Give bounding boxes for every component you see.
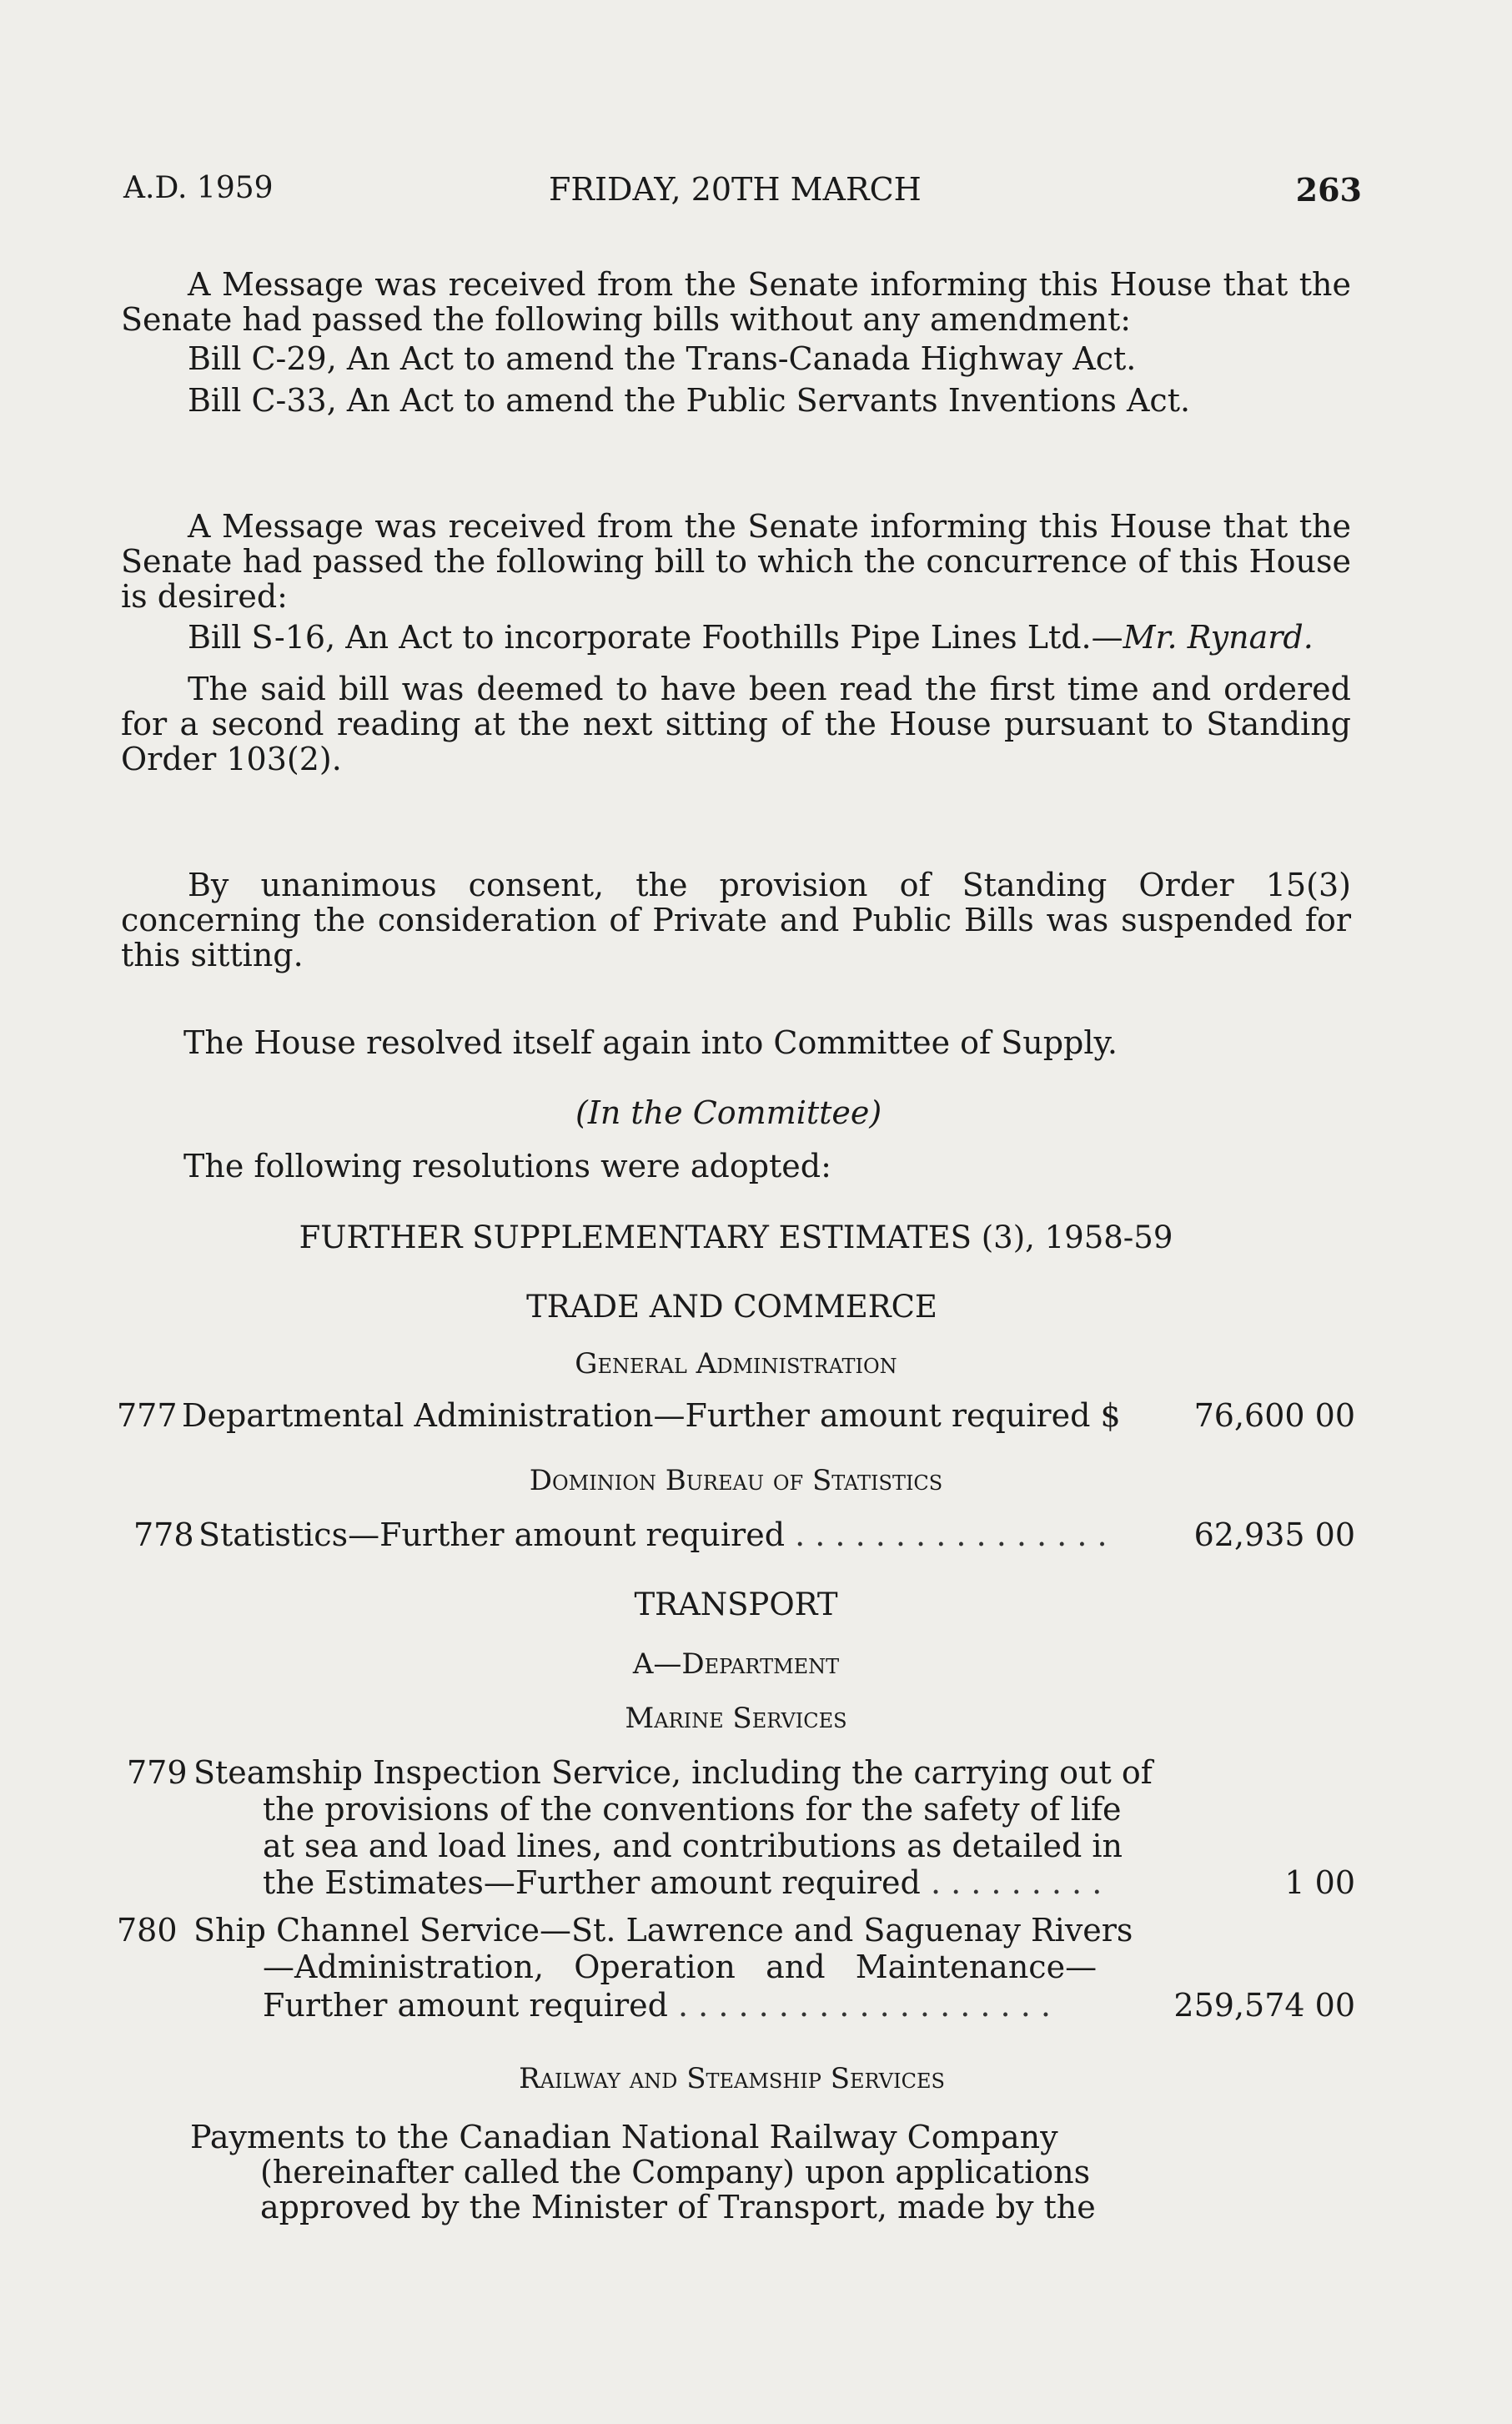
estimate-item-779 (117, 1754, 1355, 1904)
payments-line-1: Payments to the Canadian National Railway Company (190, 2119, 1058, 2155)
bill-s16-text: Bill S-16, An Act to incorporate Foothills Pipe Lines Ltd.— (188, 619, 1123, 656)
a-department: A—Department (632, 1647, 840, 1681)
item-number: 777 (117, 1397, 178, 1434)
unanimous-consent: By unanimous consent, the provision of Standing Order 15(3) concerning the consideration of Private and Public Bills was suspended for this sitting. (121, 867, 1351, 973)
item-amount: 259,574 00 (1173, 1987, 1355, 2024)
item-amount: 1 00 (1284, 1864, 1355, 1901)
item-amount: 62,935 00 (1193, 1516, 1355, 1553)
railway-steamship-services: Railway and Steamship Services (519, 2062, 945, 2095)
dept-trade-commerce: TRADE AND COMMERCE (526, 1289, 937, 1325)
item-line-4-text: the Estimates—Further amount required (263, 1864, 921, 1901)
resolutions-adopted: The following resolutions were adopted: (183, 1148, 831, 1184)
dominion-bureau-statistics: Dominion Bureau of Statistics (529, 1464, 943, 1497)
general-administration: General Administration (575, 1347, 897, 1380)
payments-line-3: approved by the Minister of Transport, made by the (260, 2189, 1096, 2225)
first-reading-note: The said bill was deemed to have been read the first time and ordered for a second reading at the next sitting of the House pursuant to Standing Order 103(2). (121, 671, 1351, 777)
item-number: 779 (127, 1754, 188, 1791)
item-line-3 (263, 1987, 1297, 2024)
bill-c29: Bill C-29, An Act to amend the Trans-Canada Highway Act. (188, 340, 1137, 377)
dot-leader: . . . . . . . . . . . . . . . . (785, 1516, 1108, 1553)
item-number: 780 (117, 1912, 178, 1949)
item-text-main: Statistics—Further amount required (198, 1516, 786, 1553)
estimate-item-780 (117, 1912, 1355, 2029)
estimates-title: FURTHER SUPPLEMENTARY ESTIMATES (3), 1958-59 (299, 1220, 1173, 1255)
dot-leader: . . . . . . . . . (920, 1864, 1103, 1901)
item-text (198, 1516, 1233, 1553)
page-header (123, 171, 1362, 221)
dept-transport: TRANSPORT (634, 1587, 838, 1622)
bill-c33: Bill C-33, An Act to amend the Public Servants Inventions Act. (188, 382, 1191, 419)
item-line-2: the provisions of the conventions for the safety of life (263, 1791, 1122, 1828)
senate-message-2: A Message was received from the Senate informing this House that the Senate had passed the following bill to which the concurrence of this House is desired: (121, 508, 1351, 615)
dot-leader: . . . . . . . . . . . . . . . . . . . (667, 1987, 1051, 2024)
item-line-2: —Administration, Operation and Maintenance— (263, 1949, 1098, 1985)
in-committee: (In the Committee) (575, 1094, 882, 1131)
bill-s16 (188, 619, 1314, 656)
header-year: A.D. 1959 (123, 171, 274, 205)
payments-line-2: (hereinafter called the Company) upon applications (260, 2154, 1091, 2190)
page-number: 263 (1295, 171, 1362, 209)
marine-services: Marine Services (625, 1702, 847, 1735)
item-line-1: Steamship Inspection Service, including the carrying out of (193, 1754, 1153, 1791)
committee-resolve: The House resolved itself again into Committee of Supply. (183, 1024, 1118, 1061)
header-date: FRIDAY, 20TH MARCH (549, 171, 922, 208)
bill-s16-sponsor: Mr. Rynard. (1123, 619, 1314, 656)
item-text: Departmental Administration—Further amount required $ (182, 1397, 1121, 1434)
item-number: 778 (133, 1516, 194, 1553)
item-amount: 76,600 00 (1193, 1397, 1355, 1434)
item-line-1: Ship Channel Service—St. Lawrence and Saguenay Rivers (193, 1912, 1133, 1949)
senate-message-1: A Message was received from the Senate informing this House that the Senate had passed the following bills without any amendment: (121, 266, 1351, 338)
item-line-3: at sea and load lines, and contributions as detailed in (263, 1828, 1123, 1864)
item-line-4 (263, 1864, 1297, 1901)
item-line-3-text: Further amount required (263, 1987, 668, 2024)
